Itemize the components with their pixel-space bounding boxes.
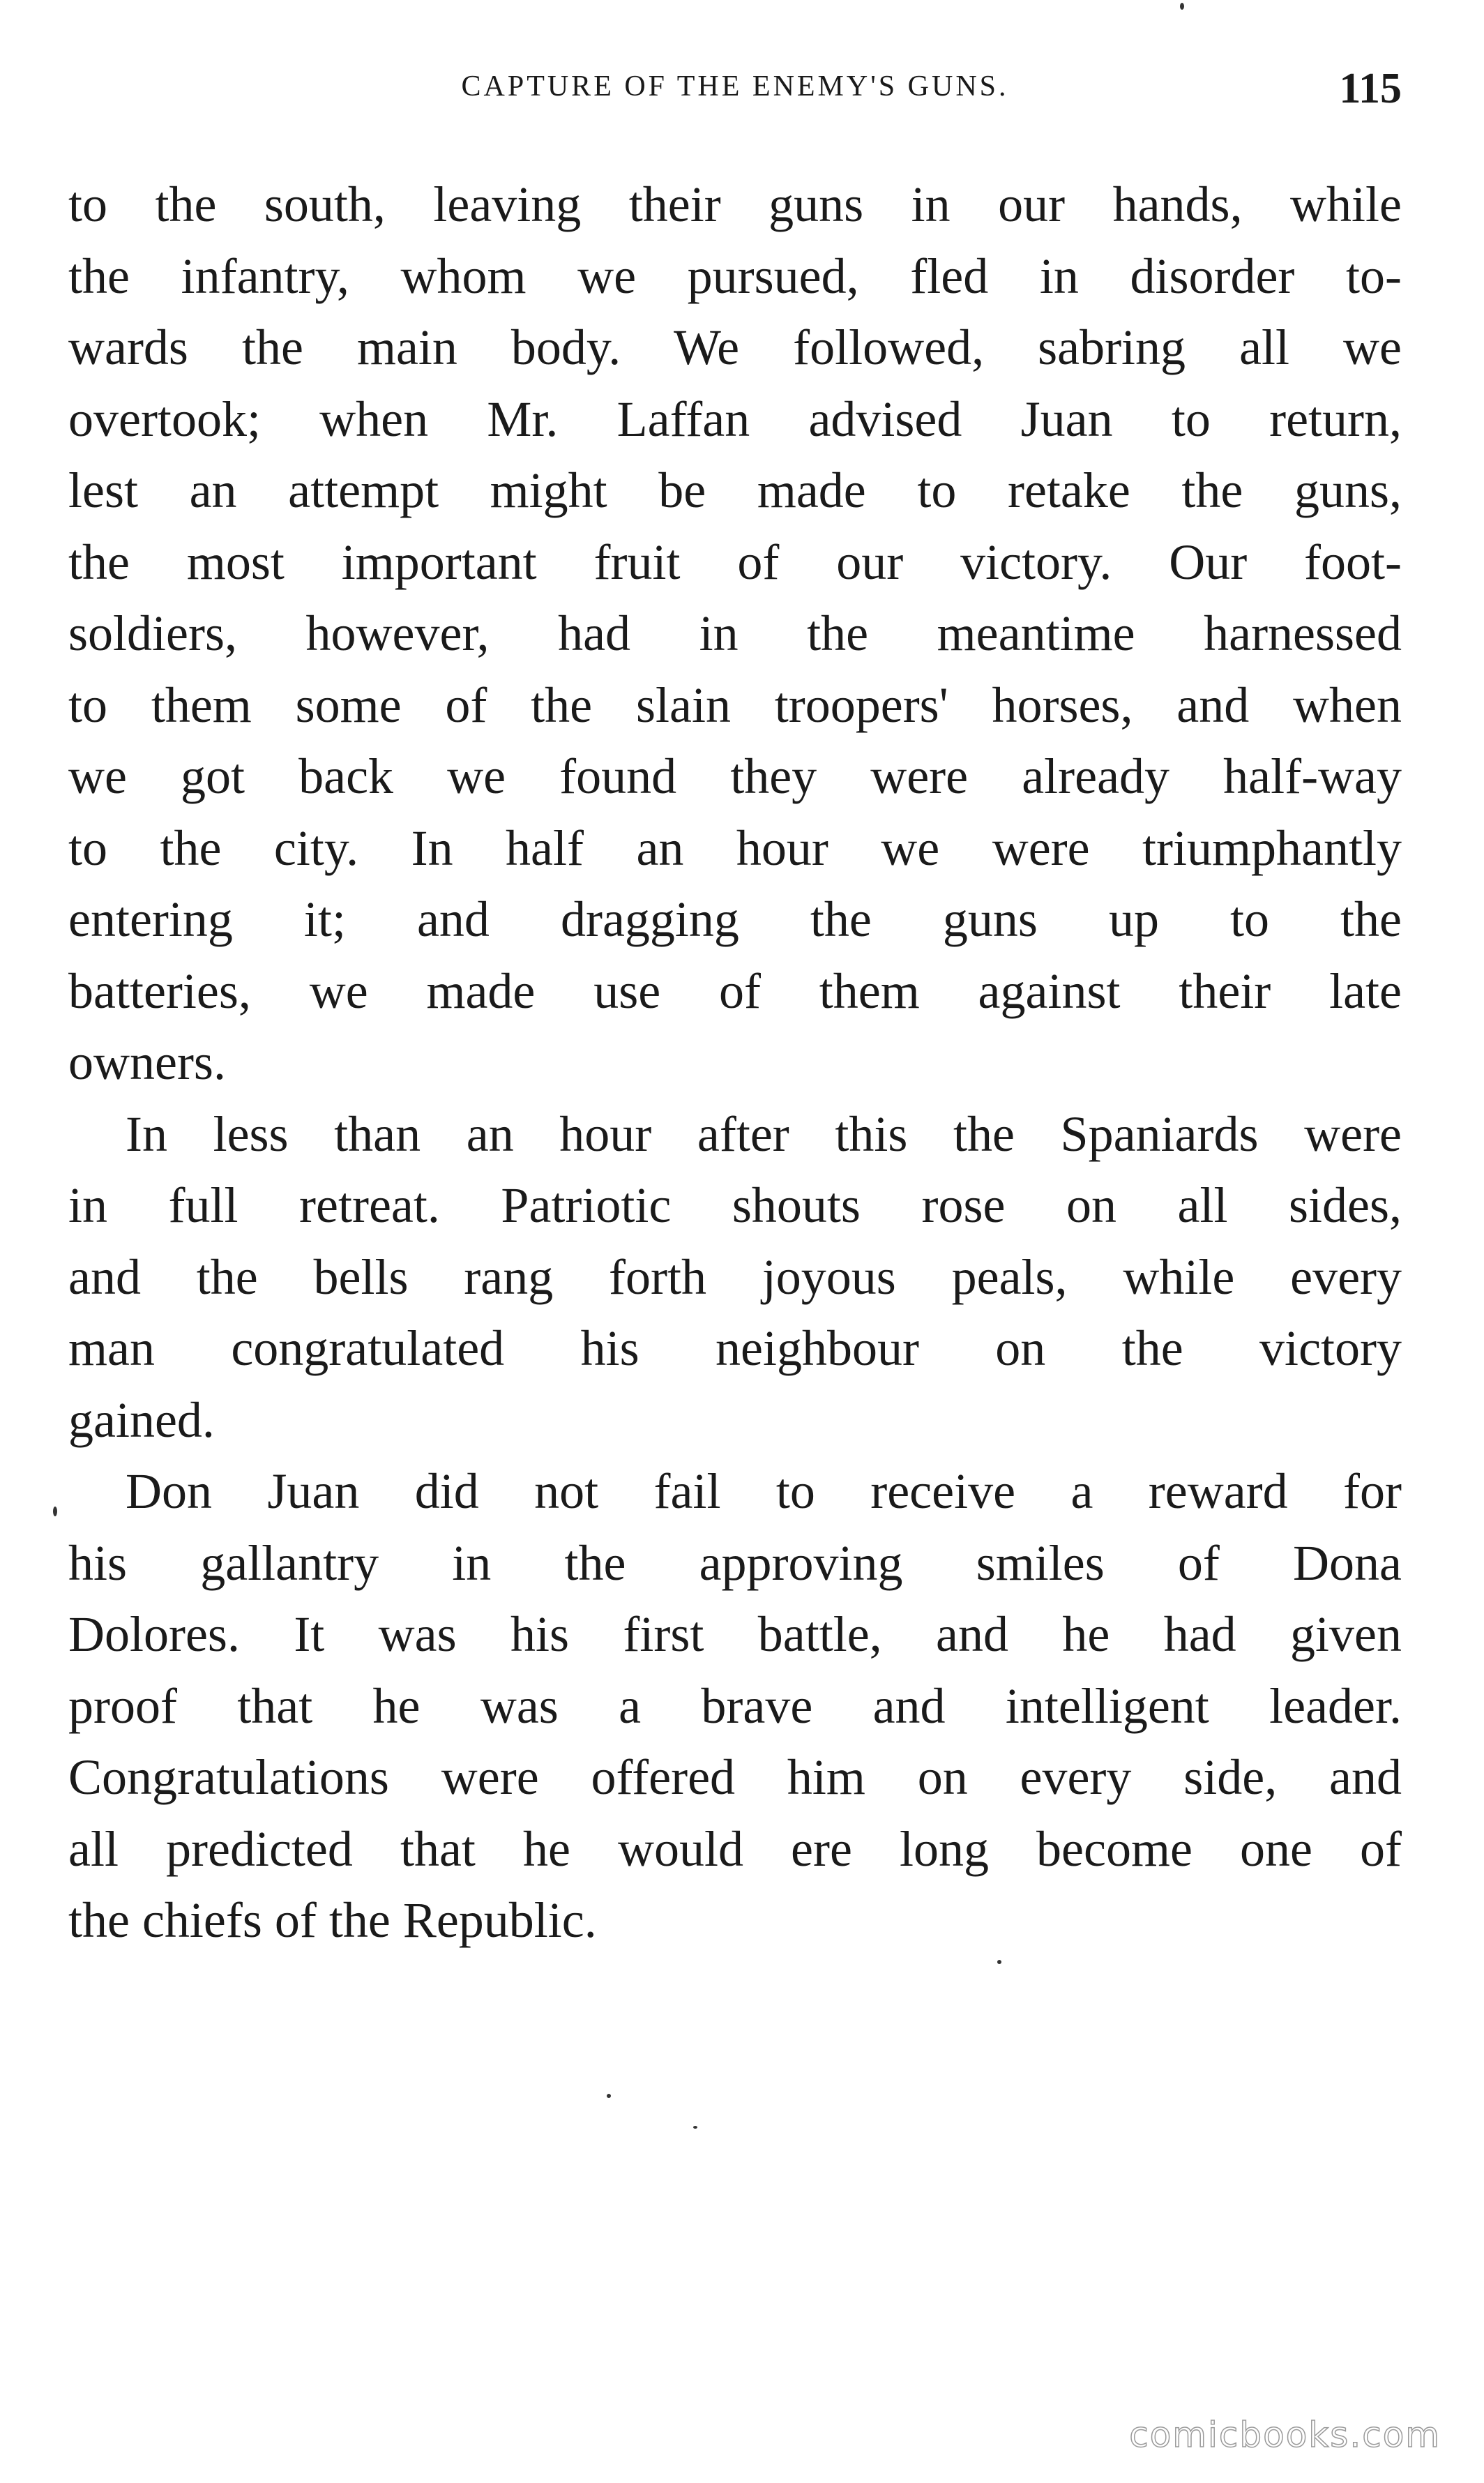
text-line: the most important fruit of our victory. Our foot- — [68, 534, 1402, 590]
text-line: batteries, we made use of them against their late — [68, 963, 1402, 1019]
text-line: man congratulated his neighbour on the victory — [68, 1320, 1402, 1376]
paragraph-1 — [68, 169, 1402, 1099]
text-line: to them some of the slain troopers' horses, and when — [68, 677, 1402, 733]
text-line: proof that he was a brave and intelligent leader. — [68, 1677, 1402, 1734]
running-head — [68, 64, 1402, 120]
text-line: gained. — [68, 1391, 215, 1448]
text-line: the infantry, whom we pursued, fled in disorder to- — [68, 248, 1402, 304]
text-line: lest an attempt might be made to retake the guns, — [68, 462, 1402, 518]
running-title: CAPTURE OF THE ENEMY'S GUNS. — [461, 70, 1009, 103]
watermark: comicbooks.com — [1129, 2415, 1441, 2455]
ink-speck — [1180, 3, 1184, 10]
text-line: to the city. In half an hour we were triumphantly — [68, 820, 1402, 876]
text-line: the chiefs of the Republic. — [68, 1892, 597, 1948]
text-line: we got back we found they were already half-way — [68, 748, 1402, 804]
text-line: his gallantry in the approving smiles of Dona — [68, 1534, 1402, 1591]
ink-speck — [607, 2094, 611, 2098]
text-line: all predicted that he would ere long become one of — [68, 1820, 1402, 1877]
text-line: owners. — [68, 1034, 226, 1090]
text-line: Congratulations were offered him on every side, and — [68, 1749, 1402, 1805]
text-line: entering it; and dragging the guns up to the — [68, 891, 1402, 947]
paragraph-2 — [68, 1099, 1402, 1456]
text-line: in full retreat. Patriotic shouts rose on all sides, — [68, 1177, 1402, 1233]
paragraph-3 — [68, 1456, 1402, 1956]
text-line: and the bells rang forth joyous peals, while every — [68, 1248, 1402, 1305]
text-line: In less than an hour after this the Spaniards were — [126, 1105, 1402, 1162]
body-text — [68, 169, 1402, 1956]
page-number: 115 — [1339, 65, 1402, 112]
text-line: to the south, leaving their guns in our hands, while — [68, 176, 1402, 232]
text-line: overtook; when Mr. Laffan advised Juan to return, — [68, 391, 1402, 447]
ink-speck — [693, 2126, 697, 2129]
ink-speck — [53, 1507, 57, 1516]
text-line: soldiers, however, had in the meantime harnessed — [68, 605, 1402, 661]
text-line: Don Juan did not fail to receive a reward for — [126, 1463, 1402, 1519]
text-line: Dolores. It was his first battle, and he had given — [68, 1606, 1402, 1662]
text-line: wards the main body. We followed, sabring all we — [68, 319, 1402, 375]
ink-speck — [997, 1960, 1001, 1964]
